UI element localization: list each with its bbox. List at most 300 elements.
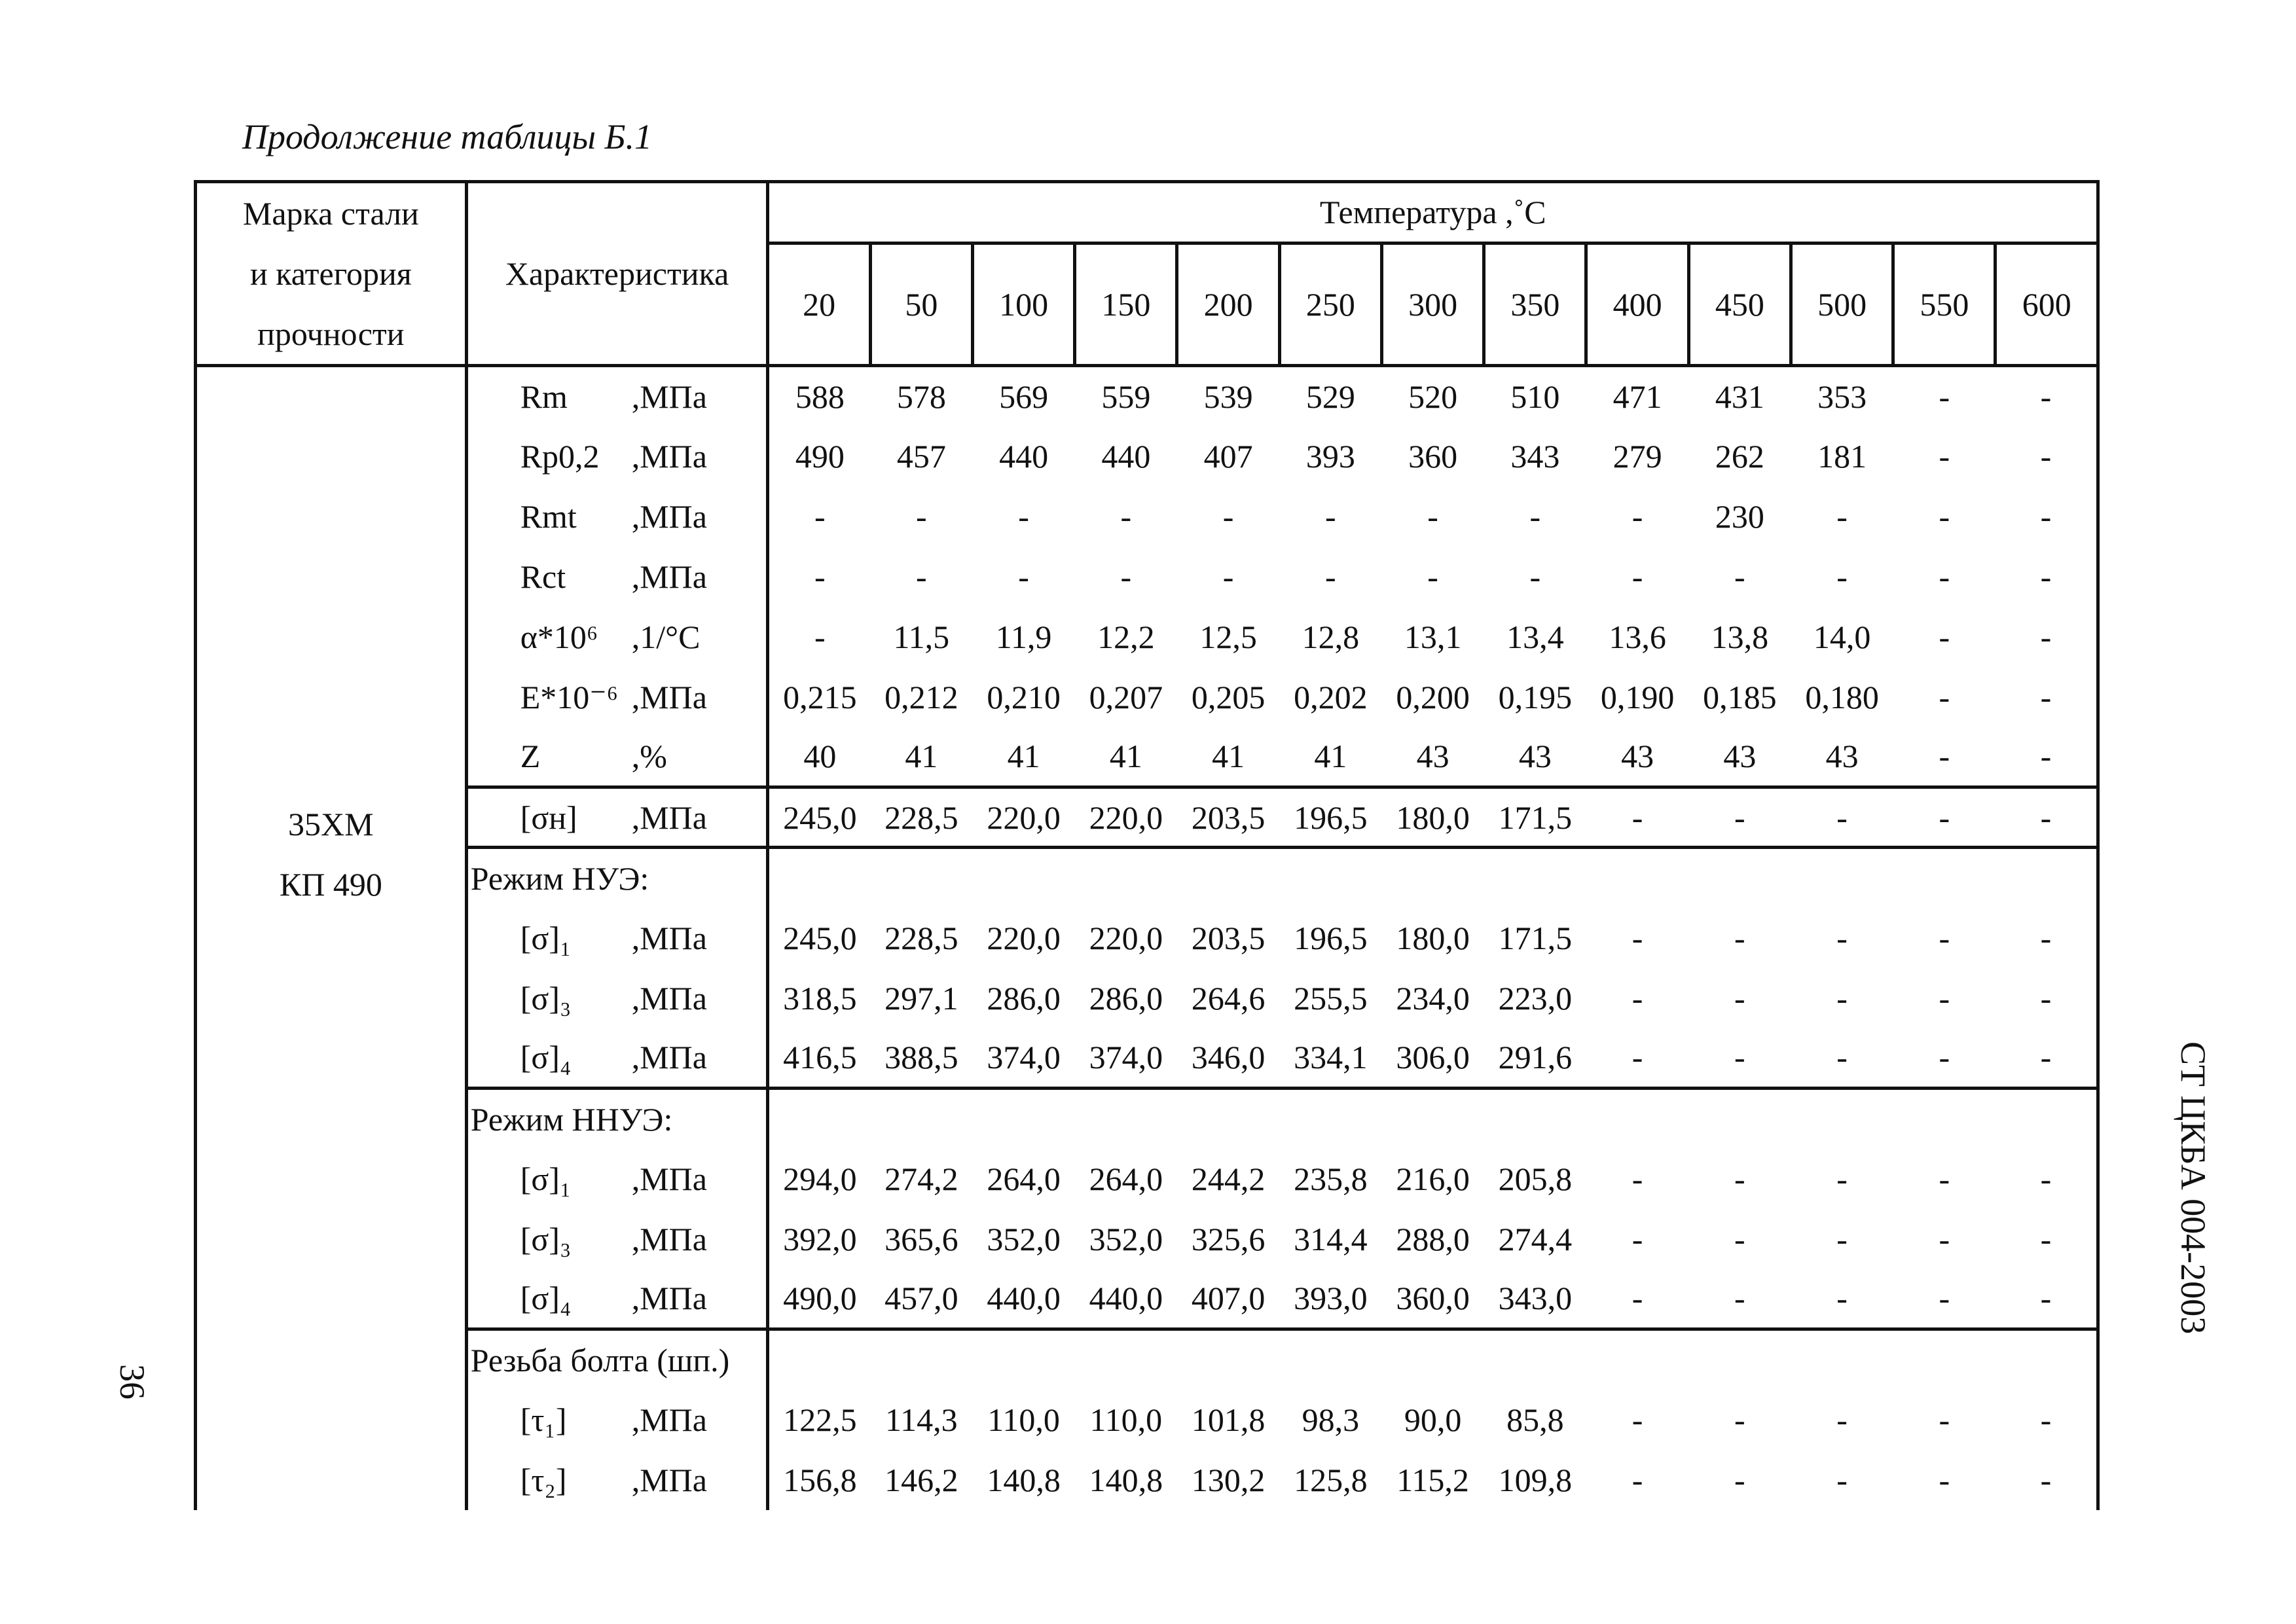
value-cell: 171,5 <box>1498 919 1573 956</box>
value-cell: 457 <box>896 437 946 475</box>
value-cell: 43 <box>1518 738 1552 775</box>
value-cell: 205,8 <box>1498 1160 1573 1197</box>
value-cell <box>1995 848 2098 908</box>
value-cell: 109,8 <box>1498 1461 1573 1498</box>
value-cell: 393 <box>1305 437 1355 475</box>
value-cell: - <box>1995 426 2098 486</box>
value-cell: - <box>1688 787 1791 848</box>
value-cell: - <box>1734 1220 1745 1257</box>
value-cell <box>1688 1329 1791 1390</box>
table-row <box>196 607 2098 667</box>
value-cell: 115,2 <box>1396 1461 1469 1498</box>
value-cell: 365,6 <box>884 1220 958 1257</box>
group-row <box>196 1089 2098 1149</box>
value-cell: - <box>1836 1220 1848 1257</box>
value-cell: 318,5 <box>783 979 857 1017</box>
value-cell: 314,4 <box>1294 1220 1368 1257</box>
temp-header-cell: 450 <box>1688 243 1791 365</box>
temp-header-cell: 300 <box>1381 243 1484 365</box>
value-cell <box>1381 1329 1484 1390</box>
value-cell: - <box>1631 558 1643 595</box>
value-cell <box>1688 848 1791 908</box>
value-cell <box>1484 1089 1586 1149</box>
value-cell: 110,0 <box>987 1401 1060 1438</box>
value-cell: 41 <box>1314 738 1347 775</box>
characteristic-symbol: Rct <box>520 558 566 595</box>
characteristic-cell <box>466 667 768 727</box>
steel-grade-line: КП 490 <box>279 866 382 903</box>
value-cell: 41 <box>905 738 938 775</box>
value-cell: - <box>1836 1401 1848 1438</box>
value-cell: - <box>1939 497 1950 535</box>
properties-table <box>194 180 2100 1510</box>
characteristic-cell <box>466 968 768 1028</box>
value-cell: 274,2 <box>884 1160 958 1197</box>
value-cell: - <box>1734 1461 1745 1498</box>
value-cell: 286,0 <box>987 979 1061 1017</box>
value-cell <box>1995 1329 2098 1390</box>
table-caption: Продолжение таблицы Б.1 <box>242 117 652 156</box>
value-cell: - <box>1734 1280 1745 1317</box>
value-cell: - <box>916 558 927 595</box>
value-cell: 12,5 <box>1199 618 1257 655</box>
value-cell: - <box>1631 919 1643 956</box>
value-cell: 578 <box>896 378 946 415</box>
temp-header-cell: 500 <box>1791 243 1893 365</box>
characteristic-cell <box>466 607 768 667</box>
characteristic-symbol: α*10⁶ <box>520 618 598 655</box>
value-cell <box>1279 848 1381 908</box>
value-cell <box>1586 1329 1688 1390</box>
value-cell: - <box>1836 1039 1848 1076</box>
characteristic-cell <box>466 486 768 547</box>
value-cell: - <box>1734 1160 1745 1197</box>
characteristic-cell <box>466 1269 768 1329</box>
value-cell: 203,5 <box>1191 919 1266 956</box>
value-cell: - <box>1734 1039 1745 1076</box>
group-label: Резьба болта (шп.) <box>466 1329 768 1390</box>
value-cell: 41 <box>1109 738 1142 775</box>
characteristic-cell <box>466 787 768 848</box>
value-cell: - <box>1427 558 1438 595</box>
value-cell: - <box>1995 547 2098 607</box>
table-row <box>196 366 2098 426</box>
value-cell <box>1279 1329 1381 1390</box>
value-cell: - <box>1325 497 1336 535</box>
value-cell: 352,0 <box>1089 1220 1163 1257</box>
value-cell: 216,0 <box>1396 1160 1470 1197</box>
value-cell: - <box>1995 1149 2098 1209</box>
characteristic-symbol: [σ]₄ <box>520 1039 572 1076</box>
value-cell: 490,0 <box>783 1280 857 1317</box>
characteristic-symbol: [σн] <box>520 799 577 836</box>
value-cell: 294,0 <box>783 1160 857 1197</box>
value-cell: 0,195 <box>1498 678 1573 715</box>
value-cell: 407,0 <box>1191 1280 1266 1317</box>
characteristic-symbol: [τ₂] <box>520 1461 567 1498</box>
characteristic-symbol: [σ]₄ <box>520 1280 572 1317</box>
value-cell <box>1893 1089 1995 1149</box>
value-cell <box>870 1329 972 1390</box>
value-cell: - <box>1734 558 1745 595</box>
characteristic-unit: ,МПа <box>631 919 707 956</box>
value-cell: 244,2 <box>1191 1160 1266 1197</box>
characteristic-symbol: [σ]₁ <box>520 1160 572 1197</box>
value-cell: - <box>1529 558 1541 595</box>
characteristic-unit: ,МПа <box>631 378 707 415</box>
value-cell <box>1075 1089 1177 1149</box>
table-row <box>196 1450 2098 1510</box>
value-cell: - <box>1631 1401 1643 1438</box>
value-cell: 245,0 <box>783 919 857 956</box>
value-cell: 234,0 <box>1396 979 1470 1017</box>
value-cell: 130,2 <box>1191 1461 1266 1498</box>
value-cell: 140,8 <box>1089 1461 1163 1498</box>
steel-grade-cell <box>196 366 467 1510</box>
header-steel-grade: Марка стали и категория прочности <box>196 182 467 366</box>
value-cell: 43 <box>1416 738 1449 775</box>
value-cell: 471 <box>1613 378 1662 415</box>
characteristic-unit: ,МПа <box>631 979 707 1017</box>
value-cell <box>1484 848 1586 908</box>
value-cell: 306,0 <box>1396 1039 1470 1076</box>
table-row <box>196 547 2098 607</box>
value-cell: 288,0 <box>1396 1220 1470 1257</box>
value-cell: 440,0 <box>1089 1280 1163 1317</box>
temp-header-cell: 200 <box>1177 243 1279 365</box>
value-cell: 13,8 <box>1711 618 1769 655</box>
value-cell: 286,0 <box>1089 979 1163 1017</box>
value-cell: - <box>814 618 826 655</box>
value-cell: 264,0 <box>1089 1160 1163 1197</box>
value-cell: 262 <box>1715 437 1764 475</box>
value-cell: - <box>1631 1039 1643 1076</box>
value-cell: - <box>1995 667 2098 727</box>
characteristic-unit: ,МПа <box>631 437 707 475</box>
value-cell: 101,8 <box>1191 1401 1266 1438</box>
value-cell: 588 <box>795 378 845 415</box>
value-cell: 529 <box>1305 378 1355 415</box>
table-row <box>196 486 2098 547</box>
value-cell <box>1177 1329 1279 1390</box>
table-row <box>196 787 2098 848</box>
value-cell: 264,6 <box>1191 979 1266 1017</box>
value-cell: - <box>1836 919 1848 956</box>
value-cell: - <box>1529 497 1541 535</box>
value-cell: - <box>1939 1280 1950 1317</box>
value-cell: - <box>1995 787 2098 848</box>
characteristic-symbol: Rp0,2 <box>520 437 600 475</box>
value-cell: - <box>1734 919 1745 956</box>
value-cell: 12,2 <box>1097 618 1155 655</box>
value-cell <box>870 848 972 908</box>
value-cell: - <box>1120 558 1132 595</box>
value-cell <box>1893 848 1995 908</box>
characteristic-cell <box>466 1209 768 1269</box>
value-cell: 539 <box>1203 378 1253 415</box>
value-cell: 223,0 <box>1498 979 1573 1017</box>
value-cell: - <box>1734 1401 1745 1438</box>
characteristic-unit: ,МПа <box>631 799 707 836</box>
value-cell: 559 <box>1101 378 1151 415</box>
characteristic-unit: ,МПа <box>631 1280 707 1317</box>
value-cell: 245,0 <box>768 787 870 848</box>
value-cell: 0,215 <box>783 678 857 715</box>
characteristic-unit: ,МПа <box>631 1220 707 1257</box>
document-code: СТ ЦКБА 004-2003 <box>2174 1041 2213 1335</box>
value-cell <box>1075 848 1177 908</box>
value-cell: 490 <box>795 437 845 475</box>
value-cell: 0,185 <box>1703 678 1777 715</box>
temp-header-cell: 100 <box>972 243 1074 365</box>
characteristic-symbol: Rm <box>520 378 568 415</box>
value-cell: 440,0 <box>987 1280 1061 1317</box>
group-label: Режим ННУЭ: <box>466 1089 768 1149</box>
value-cell: 114,3 <box>885 1401 958 1438</box>
value-cell <box>768 848 870 908</box>
value-cell: - <box>1939 1160 1950 1197</box>
value-cell: - <box>1836 1160 1848 1197</box>
value-cell: - <box>1939 618 1950 655</box>
value-cell <box>1586 1089 1688 1149</box>
value-cell: - <box>1222 497 1234 535</box>
characteristic-unit: ,1/°С <box>631 618 701 655</box>
value-cell: 0,212 <box>884 678 958 715</box>
value-cell: 220,0 <box>972 787 1074 848</box>
value-cell: 360,0 <box>1396 1280 1470 1317</box>
value-cell: - <box>1939 558 1950 595</box>
value-cell <box>1484 1329 1586 1390</box>
value-cell: - <box>1631 1220 1643 1257</box>
group-row <box>196 1329 2098 1390</box>
value-cell: - <box>1939 919 1950 956</box>
value-cell: 416,5 <box>783 1039 857 1076</box>
value-cell: 220,0 <box>987 919 1061 956</box>
characteristic-unit: ,МПа <box>631 1401 707 1438</box>
temp-header-cell: 150 <box>1075 243 1177 365</box>
characteristic-cell <box>466 366 768 426</box>
value-cell <box>768 1089 870 1149</box>
value-cell: 90,0 <box>1404 1401 1462 1438</box>
value-cell: - <box>1939 1401 1950 1438</box>
value-cell: - <box>1631 1461 1643 1498</box>
value-cell: 0,202 <box>1294 678 1368 715</box>
value-cell: 228,5 <box>870 787 972 848</box>
value-cell: - <box>1995 1450 2098 1510</box>
value-cell: 374,0 <box>987 1039 1061 1076</box>
value-cell <box>1381 848 1484 908</box>
temp-header-cell: 600 <box>1995 243 2098 365</box>
characteristic-symbol: [τ₁] <box>520 1401 567 1438</box>
value-cell: - <box>1631 1160 1643 1197</box>
value-cell: 343,0 <box>1498 1280 1573 1317</box>
value-cell: 110,0 <box>1089 1401 1163 1438</box>
table-row <box>196 1209 2098 1269</box>
value-cell: 41 <box>1212 738 1245 775</box>
characteristic-symbol: Z <box>520 738 541 775</box>
value-cell: 196,5 <box>1279 787 1381 848</box>
value-cell: - <box>1018 497 1029 535</box>
value-cell: - <box>1631 979 1643 1017</box>
value-cell <box>1688 1089 1791 1149</box>
steel-grade-line: 35ХМ <box>288 806 374 842</box>
value-cell: - <box>1939 1220 1950 1257</box>
value-cell: 440 <box>1101 437 1151 475</box>
value-cell: 291,6 <box>1498 1039 1573 1076</box>
value-cell: 255,5 <box>1294 979 1368 1017</box>
value-cell: 279 <box>1613 437 1662 475</box>
value-cell: 230 <box>1715 497 1764 535</box>
value-cell: 196,5 <box>1294 919 1368 956</box>
value-cell: 228,5 <box>884 919 958 956</box>
value-cell <box>1177 1089 1279 1149</box>
value-cell: 431 <box>1715 378 1764 415</box>
characteristic-unit: ,МПа <box>631 678 707 715</box>
value-cell: 0,180 <box>1805 678 1879 715</box>
value-cell: 13,4 <box>1506 618 1564 655</box>
table-row <box>196 1149 2098 1209</box>
value-cell: - <box>1995 486 2098 547</box>
value-cell: 334,1 <box>1294 1039 1368 1076</box>
characteristic-symbol: Rmt <box>520 497 577 535</box>
characteristic-unit: ,МПа <box>631 558 707 595</box>
value-cell: 13,1 <box>1404 618 1462 655</box>
characteristic-unit: ,МПа <box>631 497 707 535</box>
value-cell <box>1177 848 1279 908</box>
value-cell: 393,0 <box>1294 1280 1368 1317</box>
value-cell: 140,8 <box>987 1461 1061 1498</box>
value-cell: 388,5 <box>884 1039 958 1076</box>
characteristic-cell <box>466 1028 768 1089</box>
value-cell: - <box>814 497 826 535</box>
table-row <box>196 968 2098 1028</box>
value-cell: - <box>1791 787 1893 848</box>
value-cell <box>972 848 1074 908</box>
value-cell: 43 <box>1621 738 1654 775</box>
value-cell: 510 <box>1510 378 1560 415</box>
value-cell <box>1381 1089 1484 1149</box>
value-cell: - <box>1631 1280 1643 1317</box>
value-cell: - <box>1734 979 1745 1017</box>
value-cell: - <box>1995 1209 2098 1269</box>
value-cell: - <box>1939 437 1950 475</box>
value-cell: 520 <box>1408 378 1458 415</box>
table-row <box>196 426 2098 486</box>
characteristic-symbol: [σ]₃ <box>520 979 572 1017</box>
value-cell: 171,5 <box>1484 787 1586 848</box>
characteristic-cell <box>466 727 768 787</box>
value-cell <box>1893 1329 1995 1390</box>
value-cell: - <box>1836 497 1848 535</box>
value-cell: 180,0 <box>1381 787 1484 848</box>
value-cell: 12,8 <box>1302 618 1360 655</box>
value-cell <box>1279 1089 1381 1149</box>
value-cell <box>1995 1089 2098 1149</box>
value-cell: 392,0 <box>783 1220 857 1257</box>
value-cell: 440 <box>999 437 1049 475</box>
temp-header-cell: 50 <box>870 243 972 365</box>
table-row <box>196 727 2098 787</box>
value-cell <box>1791 1329 1893 1390</box>
value-cell: - <box>1995 727 2098 787</box>
table-row <box>196 1028 2098 1089</box>
value-cell: 220,0 <box>1089 919 1163 956</box>
value-cell: 203,5 <box>1177 787 1279 848</box>
value-cell <box>768 1329 870 1390</box>
value-cell: 13,6 <box>1609 618 1666 655</box>
value-cell: 346,0 <box>1191 1039 1266 1076</box>
value-cell: - <box>1995 968 2098 1028</box>
value-cell <box>972 1089 1074 1149</box>
characteristic-unit: ,МПа <box>631 1461 707 1498</box>
value-cell: 0,205 <box>1191 678 1266 715</box>
temp-header-cell: 350 <box>1484 243 1586 365</box>
characteristic-unit: ,МПа <box>631 1039 707 1076</box>
value-cell: 360 <box>1408 437 1458 475</box>
characteristic-cell <box>466 426 768 486</box>
value-cell: - <box>1995 1269 2098 1329</box>
value-cell: - <box>1836 1280 1848 1317</box>
value-cell: 457,0 <box>884 1280 958 1317</box>
value-cell: 0,190 <box>1600 678 1675 715</box>
value-cell: 11,5 <box>893 618 950 655</box>
value-cell: 156,8 <box>783 1461 857 1498</box>
table-row <box>196 667 2098 727</box>
value-cell: 374,0 <box>1089 1039 1163 1076</box>
value-cell: 353 <box>1817 378 1867 415</box>
table-row <box>196 908 2098 968</box>
value-cell: 407 <box>1203 437 1253 475</box>
value-cell: 325,6 <box>1191 1220 1266 1257</box>
value-cell: - <box>1939 979 1950 1017</box>
value-cell: - <box>1120 497 1132 535</box>
temp-header-cell: 250 <box>1279 243 1381 365</box>
value-cell: - <box>1893 787 1995 848</box>
group-label: Режим НУЭ: <box>466 848 768 908</box>
characteristic-symbol: [σ]₃ <box>520 1220 572 1257</box>
value-cell: 0,200 <box>1396 678 1470 715</box>
value-cell: - <box>1018 558 1029 595</box>
value-cell: 0,210 <box>987 678 1061 715</box>
value-cell: - <box>1939 678 1950 715</box>
value-cell: 14,0 <box>1813 618 1871 655</box>
header-characteristic: Характеристика <box>466 182 768 366</box>
value-cell: - <box>1222 558 1234 595</box>
value-cell: - <box>1939 1039 1950 1076</box>
value-cell: - <box>1836 558 1848 595</box>
value-cell <box>1791 848 1893 908</box>
value-cell <box>1791 1089 1893 1149</box>
value-cell: 85,8 <box>1506 1401 1564 1438</box>
value-cell: - <box>1836 979 1848 1017</box>
characteristic-cell <box>466 1149 768 1209</box>
value-cell: 0,207 <box>1089 678 1163 715</box>
group-row <box>196 848 2098 908</box>
value-cell: - <box>1995 908 2098 968</box>
characteristic-symbol: [σ]₁ <box>520 919 572 956</box>
value-cell: - <box>1939 738 1950 775</box>
value-cell: 220,0 <box>1075 787 1177 848</box>
value-cell: 146,2 <box>884 1461 958 1498</box>
value-cell: 297,1 <box>884 979 958 1017</box>
value-cell: 235,8 <box>1294 1160 1368 1197</box>
characteristic-unit: ,% <box>631 738 667 775</box>
table-row <box>196 1269 2098 1329</box>
header-temperature: Температура ,˚С <box>768 182 2098 244</box>
value-cell: - <box>1836 1461 1848 1498</box>
value-cell <box>1586 848 1688 908</box>
value-cell: 264,0 <box>987 1160 1061 1197</box>
